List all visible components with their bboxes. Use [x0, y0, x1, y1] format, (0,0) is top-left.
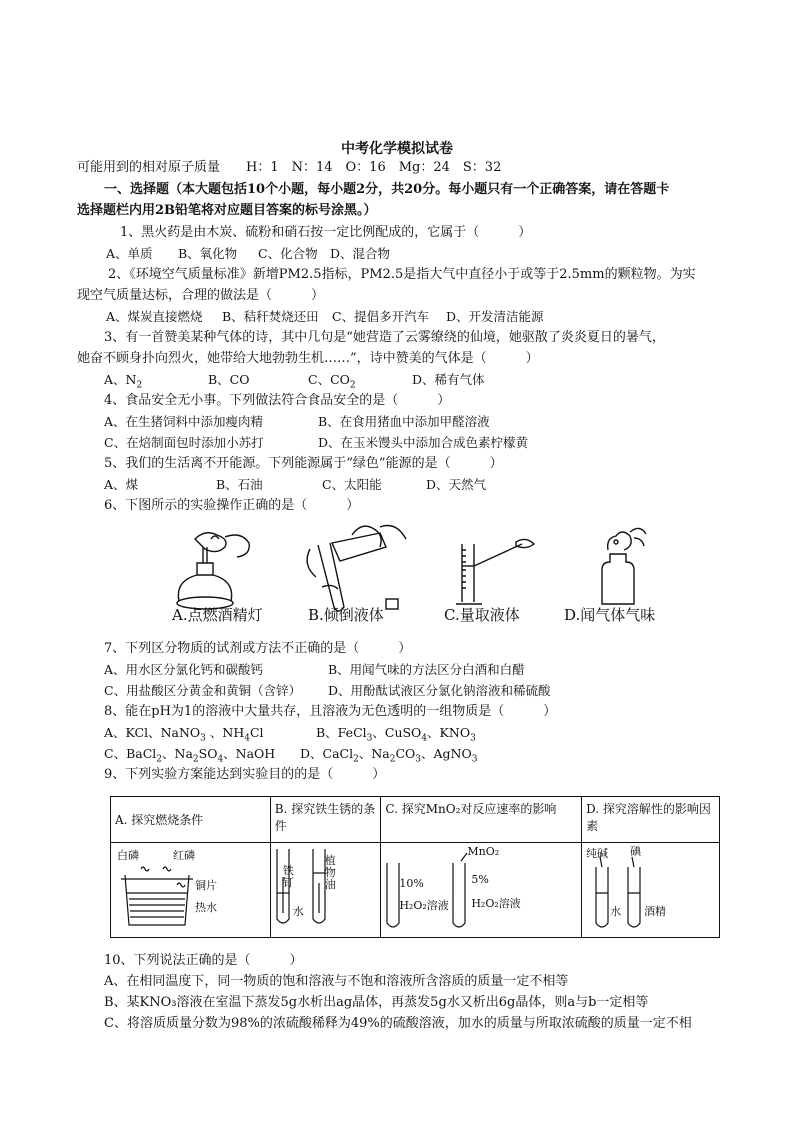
q10-option-c: C、将溶质质量分数为98%的浓硫酸稀释为49%的硫酸溶液，加水的质量与所取浓硫酸的质量一定不相: [104, 1016, 692, 1031]
soda-label: 纯碱: [586, 847, 609, 860]
q3-option-a: A、$N_2$: [104, 372, 143, 391]
h2o2-10-label: 10%: [399, 877, 424, 890]
q1-option-c: C、化合物: [258, 246, 318, 261]
q6-stem: 6、下图所示的实验操作正确的是（ ）: [104, 498, 360, 513]
section1-line1: 一、选择题（本大题包括10个小题，每小题2分，共20分。每小题只有一个正确答案，请在答题卡: [104, 182, 670, 197]
q3-option-c: C、$CO_2$: [308, 372, 356, 391]
smell-gas-figure: [590, 520, 670, 610]
q9-experiment-table: [110, 796, 720, 938]
q5-stem: 5、我们的生活离不开能源。下列能源属于“绿色”能源的是（ ）: [104, 456, 503, 471]
section1-line2: 选择题栏内用2B铅笔将对应题目答案的标号涂黑。）: [77, 203, 377, 218]
q10-option-a: A、在相同温度下，同一物质的饱和溶液与不饱和溶液所含溶质的质量一定不相等: [104, 974, 569, 989]
h2o2-5-label: 5%: [471, 873, 489, 886]
iron-rust-tubes-icon: [271, 843, 351, 933]
q2-option-a: A、煤炭直接燃烧: [106, 309, 203, 324]
graduated-cylinder-figure: [452, 520, 552, 610]
solubility-tubes-icon: [582, 843, 682, 933]
atomic-mass-line: 可能用到的相对原子质量 H：1 N：14 O：16 Mg：24 S：32: [77, 160, 502, 175]
q9-header-d: D. 探究溶解性的影响因素: [582, 797, 720, 843]
white-phosphorus-label: 白磷: [117, 849, 139, 862]
q6-caption-a: A.点燃酒精灯: [172, 606, 263, 624]
copper-plate-label: 铜片: [195, 879, 217, 892]
q1-stem: 1、黑火药是由木炭、硫粉和硝石按一定比例配成的，它属于（ ）: [120, 225, 532, 240]
q9-stem: 9、下列实验方案能达到实验目的的是（ ）: [104, 767, 386, 782]
q10-stem: 10、下列说法正确的是（ ）: [104, 953, 303, 968]
water-label-b: 水: [292, 905, 304, 918]
q2-stem-1: 2、《环境空气质量标准》新增PM2.5指标，PM2.5是指大气中直径小于或等于2.5mm的颗粒物。为实: [108, 267, 696, 282]
mno2-label: MnO₂: [467, 845, 500, 858]
q9-cell-a: [111, 843, 271, 938]
q9-cell-d: [582, 843, 720, 938]
q9-header-c: C. 探究MnO₂对反应速率的影响: [381, 797, 582, 843]
q8-stem: 8、能在pH为1的溶液中大量共存，且溶液为无色透明的一组物质是（ ）: [104, 704, 557, 719]
q8-option-b: B、FeCl$_3$、CuSO$_4$、$KNO_3$: [316, 725, 476, 744]
q1-option-b: B、氧化物: [178, 246, 238, 261]
q4-option-a: A、在生猪饲料中添加瘦肉精: [104, 414, 264, 429]
q2-option-d: D、开发清洁能源: [446, 309, 544, 324]
mno2-tubes-icon: [381, 843, 521, 933]
q1-option-d: D、混合物: [330, 246, 391, 261]
q4-stem: 4、食品安全无小事。下列做法符合食品安全的是（ ）: [104, 393, 451, 408]
page-title: 中考化学模拟试卷: [341, 141, 453, 157]
hot-water-label: 热水: [195, 901, 217, 914]
q6-caption-b: B.倾倒液体: [308, 606, 384, 624]
q6-caption-c: C.量取液体: [444, 606, 520, 624]
q3-stem-1: 3、有一首赞美某种气体的诗，其中几句是“她营造了云雾缭绕的仙境，她驱散了炎炎夏日的暑气，: [104, 330, 665, 345]
q3-stem-2: 她奋不顾身扑向烈火，她带给大地勃勃生机……”，诗中赞美的气体是（ ）: [77, 351, 539, 366]
alcohol-label: 酒精: [644, 905, 667, 918]
q1-option-a: A、单质: [106, 246, 153, 261]
q8-option-a: A、KCl、NaNO$_3$ 、$NH_4Cl$: [104, 725, 264, 744]
alcohol-lamp-figure: [165, 525, 275, 615]
q4-option-c: C、在焙制面包时添加小苏打: [104, 435, 264, 450]
q5-option-a: A、煤: [104, 477, 139, 492]
q3-option-d: D、稀有气体: [412, 372, 485, 387]
q9-header-a: A. 探究燃烧条件: [111, 797, 271, 843]
iron-nail-label: 铁钉: [282, 864, 294, 889]
red-phosphorus-label: 红磷: [173, 849, 195, 862]
q8-option-d: D、CaCl$_2$、$Na_2CO_3$、AgNO$_3$: [300, 746, 478, 765]
q5-option-b: B、石油: [216, 477, 263, 492]
q5-option-c: C、太阳能: [322, 477, 382, 492]
q7-option-c: C、用盐酸区分黄金和黄铜（含锌）: [104, 683, 302, 698]
q7-option-b: B、用闻气味的方法区分白酒和白醋: [328, 662, 525, 677]
q7-option-a: A、用水区分氯化钙和碳酸钙: [104, 662, 264, 677]
q10-option-b: B、某KNO₃溶液在室温下蒸发5g水析出ag晶体，再蒸发5g水又析出6g晶体，则a与b一定相等: [104, 995, 649, 1010]
q7-option-d: D、用酚酞试液区分氯化钠溶液和稀硫酸: [328, 683, 551, 698]
h2o2-solution-label-1: H₂O₂溶液: [399, 899, 449, 912]
q2-option-c: C、提倡多开汽车: [332, 309, 430, 324]
h2o2-solution-label-2: H₂O₂溶液: [471, 897, 521, 910]
combustion-beaker-icon: [119, 865, 199, 931]
pour-liquid-figure: [296, 517, 416, 617]
q2-option-b: B、秸秆焚烧还田: [222, 309, 319, 324]
iodine-label: 碘: [630, 845, 642, 858]
q9-cell-b: [270, 843, 381, 938]
plant-oil-label: 植物油: [324, 854, 336, 891]
q9-header-b: B. 探究铁生锈的条件: [270, 797, 381, 843]
q6-caption-d: D.闻气体气味: [564, 606, 656, 624]
water-label-d: 水: [610, 905, 622, 918]
q4-option-d: D、在玉米馒头中添加合成色素柠檬黄: [318, 435, 529, 450]
q3-option-b: B、CO: [208, 372, 250, 387]
q2-stem-2: 现空气质量达标，合理的做法是（ ）: [77, 288, 325, 303]
q9-cell-c: [381, 843, 582, 938]
q4-option-b: B、在食用猪血中添加甲醛溶液: [318, 414, 490, 429]
q7-stem: 7、下列区分物质的试剂或方法不正确的是（ ）: [104, 641, 412, 656]
q8-option-c: C、BaCl$_2$、$Na_2SO_4$、NaOH: [104, 746, 276, 765]
q5-option-d: D、天然气: [426, 477, 487, 492]
